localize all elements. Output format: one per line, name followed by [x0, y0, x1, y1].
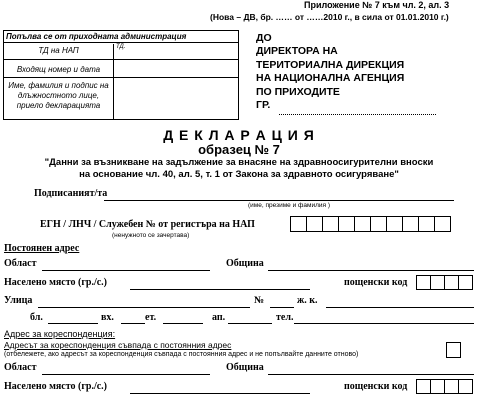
admin-row-official-label: Име, фамилия и подпис на длъжностното лице, приело декларацията — [8, 81, 109, 110]
admin-row-td-label: ТД на НАП — [38, 46, 79, 55]
egn-label: ЕГН / ЛНЧ / Служебен № от регистъра на НАП — [40, 219, 255, 230]
admin-table — [3, 30, 239, 120]
perm-ulitsa-label: Улица — [4, 295, 33, 306]
digit-box[interactable] — [354, 217, 370, 231]
digit-box[interactable] — [458, 380, 472, 393]
perm-bl-line[interactable] — [48, 323, 98, 324]
egn-hint: (ненужното се зачертава) — [112, 232, 190, 239]
digit-box[interactable] — [430, 276, 444, 289]
digit-box[interactable] — [417, 276, 430, 289]
perm-ap-label: ап. — [212, 312, 226, 323]
perm-et-line[interactable] — [163, 323, 203, 324]
digit-box[interactable] — [418, 217, 434, 231]
same-address-checkbox[interactable] — [446, 342, 461, 358]
correspondence-same-title: Адресът за кореспонденция съвпада с постоянния адрес — [4, 340, 232, 350]
perm-tel-line[interactable] — [294, 323, 474, 324]
digit-box[interactable] — [417, 380, 430, 393]
admin-table-title: Попълва се от приходната администрация — [4, 31, 238, 43]
corr-obshtina-line[interactable] — [268, 374, 474, 375]
correspondence-title: Адрес за кореспонденция: — [4, 329, 116, 339]
recipient-line: ТЕРИТОРИАЛНА ДИРЕКЦИЯ — [256, 58, 405, 71]
egn-digit-boxes[interactable] — [290, 216, 451, 232]
appendix-reference: Приложение № 7 към чл. 2, ал. 3 — [304, 0, 450, 10]
declaration-title: Д Е К Л А Р А Ц И Я — [163, 127, 315, 143]
digit-box[interactable] — [370, 217, 386, 231]
perm-number-label: № — [254, 295, 265, 306]
corr-postcode-boxes[interactable] — [416, 379, 473, 394]
recipient-line: НА НАЦИОНАЛНА АГЕНЦИЯ — [256, 72, 405, 85]
perm-postcode-label: пощенски код — [344, 277, 408, 288]
digit-box[interactable] — [434, 217, 450, 231]
perm-oblast-label: Област — [4, 258, 37, 269]
perm-vh-line[interactable] — [121, 323, 145, 324]
perm-vh-label: вх. — [101, 312, 114, 323]
recipient-line: ГР. — [256, 99, 271, 112]
digit-box[interactable] — [402, 217, 418, 231]
declaration-subtitle-1: "Данни за възникване на задължение за внасяне на здравноосигурителни вноски — [44, 157, 434, 168]
perm-oblast-line[interactable] — [42, 270, 210, 271]
admin-row-entry-label: Входящ номер и дата — [16, 65, 101, 74]
correspondence-same-hint: (отбележете, ако адресът за кореспонденция съвпада с постоянния адрес и не попълвайте данните отново) — [4, 351, 359, 358]
digit-box[interactable] — [444, 276, 458, 289]
perm-naseleno-line[interactable] — [130, 289, 310, 290]
perm-et-label: ет. — [145, 312, 157, 323]
recipient-line: ПО ПРИХОДИТЕ — [256, 85, 340, 98]
recipient-city-line[interactable] — [279, 114, 436, 115]
perm-postcode-boxes[interactable] — [416, 275, 473, 290]
corr-naseleno-label: Населено място (гр./с.) — [4, 381, 108, 392]
digit-box[interactable] — [444, 380, 458, 393]
perm-tel-label: тел. — [276, 312, 294, 323]
admin-row-td-value[interactable]: ТД. — [116, 44, 126, 50]
perm-ulitsa-line[interactable] — [38, 307, 250, 308]
declaration-subtitle-2: на основание чл. 40, ал. 5, т. 1 от Закона за здравното осигуряване" — [79, 169, 399, 180]
recipient-block — [256, 32, 404, 112]
declaration-form-number: образец № 7 — [198, 142, 280, 157]
corr-obshtina-label: Община — [226, 362, 264, 373]
permanent-address-title: Постоянен адрес — [4, 243, 80, 254]
digit-box[interactable] — [306, 217, 322, 231]
recipient-line: ДИРЕКТОРА НА — [256, 45, 338, 58]
perm-zhk-label: ж. к. — [297, 295, 318, 306]
digit-box[interactable] — [338, 217, 354, 231]
recipient-line: ДО — [256, 32, 272, 44]
perm-obshtina-line[interactable] — [268, 270, 474, 271]
corr-oblast-line[interactable] — [42, 374, 210, 375]
perm-obshtina-label: Община — [226, 258, 264, 269]
perm-naseleno-label: Населено място (гр./с.) — [4, 277, 108, 288]
digit-box[interactable] — [430, 380, 444, 393]
perm-bl-label: бл. — [30, 312, 43, 323]
signer-hint: (име, презиме и фамилия ) — [248, 202, 331, 209]
perm-ap-line[interactable] — [228, 323, 272, 324]
perm-zhk-line[interactable] — [326, 307, 474, 308]
digit-box[interactable] — [386, 217, 402, 231]
corr-oblast-label: Област — [4, 362, 37, 373]
gazette-reference: (Нова – ДВ, бр. …… от ……2010 г., в сила от 01.01.2010 г.) — [210, 12, 449, 22]
perm-number-line[interactable] — [270, 307, 294, 308]
digit-box[interactable] — [458, 276, 472, 289]
corr-naseleno-line[interactable] — [130, 393, 310, 394]
corr-postcode-label: пощенски код — [344, 381, 408, 392]
digit-box[interactable] — [322, 217, 338, 231]
digit-box[interactable] — [291, 217, 306, 231]
signer-label: Подписаният/та — [34, 188, 108, 199]
signer-name-line[interactable] — [104, 200, 454, 201]
